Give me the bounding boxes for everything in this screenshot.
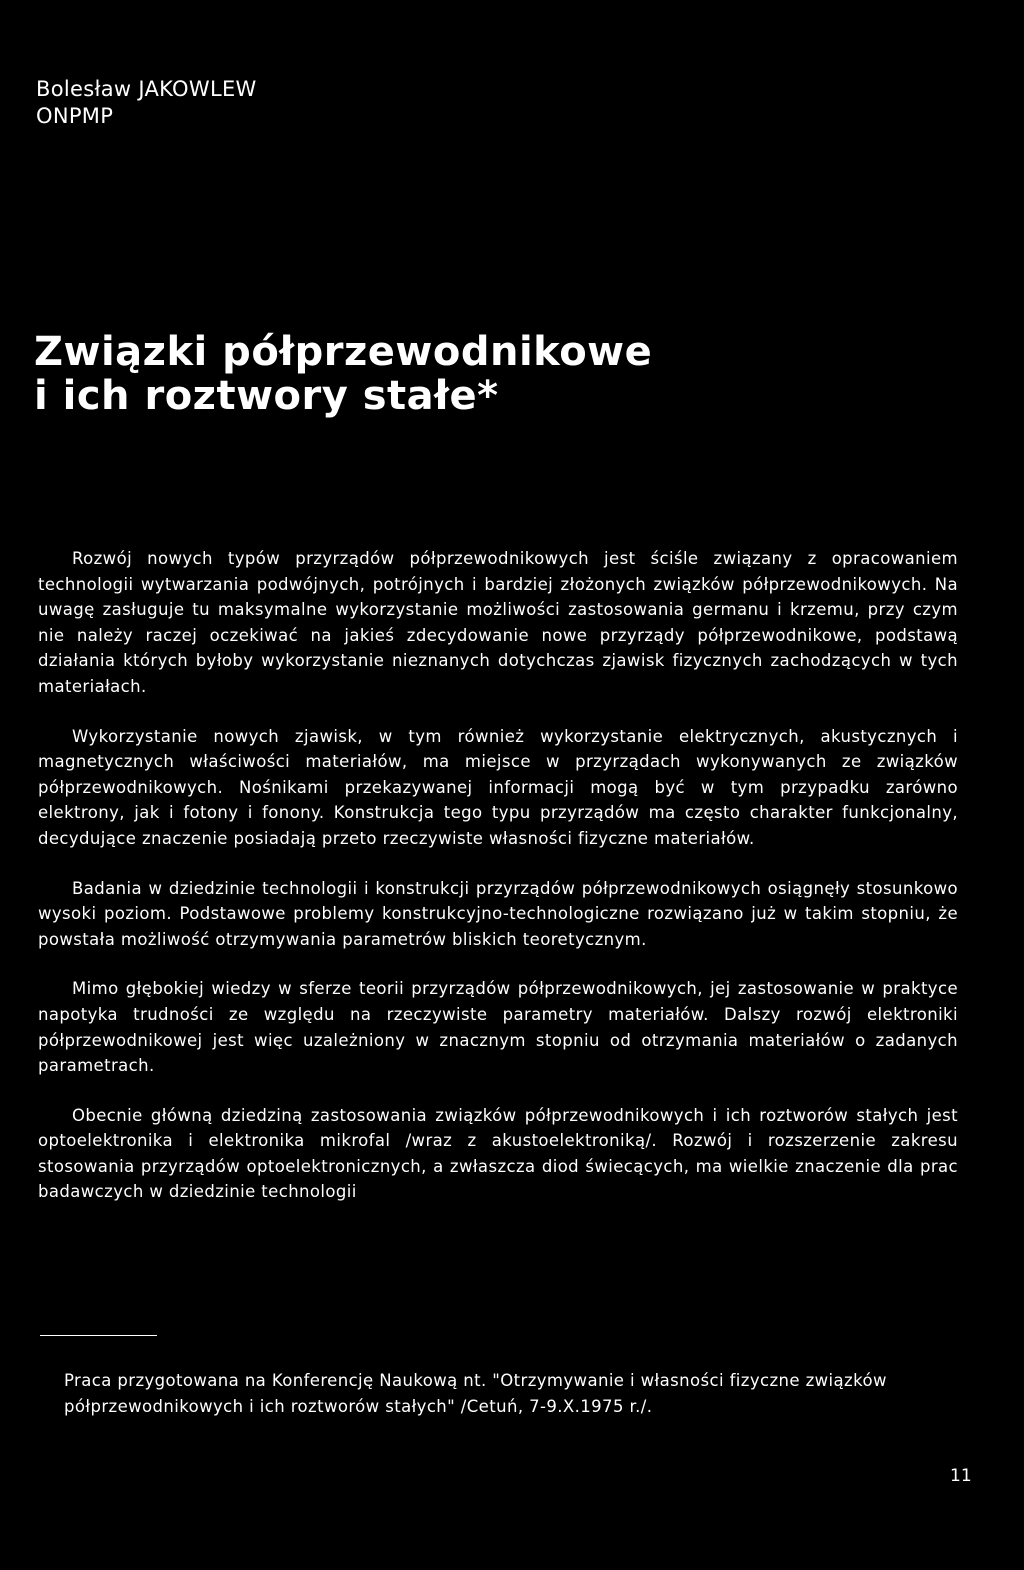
- title-line-1: Związki półprzewodnikowe: [34, 329, 653, 375]
- paragraph-2: Wykorzystanie nowych zjawisk, w tym również wykorzystanie elektrycznych, akustycznych i magnetycznych właściwości materiałów, ma miejsce w przyrządach wykonywanych ze związków półprzewodnikowych. Nośnikami przekazywanej informacji mogą być w tym przypadku zarówno elektrony, jak i fotony i fonony. Konstrukcja tego typu przyrządów ma często charakter funkcjonalny, decydujące znaczenie posiadają przeto rzeczywiste własności fizyczne materiałów.: [38, 726, 958, 848]
- footnote: Praca przygotowana na Konferencję Naukową nt. "Otrzymywanie i własności fizyczne związków półprzewodnikowych i ich roztworów stałych" /Cetuń, 7-9.X.1975 r./.: [64, 1371, 887, 1416]
- article-body: [38, 546, 958, 1229]
- article-title: [34, 330, 652, 418]
- page-number: 11: [950, 1466, 972, 1486]
- paragraph-5: Obecnie główną dziedziną zastosowania związków półprzewodnikowych i ich roztworów stałych jest optoelektronika i elektronika mikrofal /wraz z akustoelektroniką/. Rozwój i rozszerzenie zakresu stosowania przyrządów optoelektronicznych, a zwłaszcza diod świecących, ma wielkie znaczenie dla prac badawczych w dziedzinie technologii: [38, 1105, 958, 1202]
- paragraph-1: Rozwój nowych typów przyrządów półprzewodnikowych jest ściśle związany z opracowaniem technologii wytwarzania podwójnych, potrójnych i bardziej złożonych związków półprzewodnikowych. Na uwagę zasługuje tu maksymalne wykorzystanie możliwości zastosowania germanu i krzemu, przy czym nie należy raczej oczekiwać na jakieś zdecydowanie nowe przyrządy półprzewodnikowe, podstawą działania których byłoby wykorzystanie nieznanych dotychczas zjawisk fizycznych zachodzących w tych materiałach.: [38, 549, 958, 696]
- affiliation: ONPMP: [36, 104, 114, 128]
- paragraph-3: Badania w dziedzinie technologii i konstrukcji przyrządów półprzewodnikowych osiągnęły stosunkowo wysoki poziom. Podstawowe problemy konstrukcyjno-technologiczne rozwiązano już w takim stopniu, że powstała możliwość otrzymywania parametrów bliskich teoretycznym.: [38, 878, 958, 949]
- author-block: [36, 76, 257, 130]
- paragraph-4: Mimo głębokiej wiedzy w sferze teorii przyrządów półprzewodnikowych, jej zastosowanie w praktyce napotyka trudności ze względu na rzeczywiste parametry materiałów. Dalszy rozwój elektroniki półprzewodnikowej jest więc uzależniony w znacznym stopniu od otrzymania materiałów o zadanych parametrach.: [38, 979, 958, 1076]
- footnote-divider: [40, 1335, 157, 1336]
- author-name: Bolesław JAKOWLEW: [36, 77, 257, 101]
- title-line-2: i ich roztwory stałe*: [34, 373, 499, 419]
